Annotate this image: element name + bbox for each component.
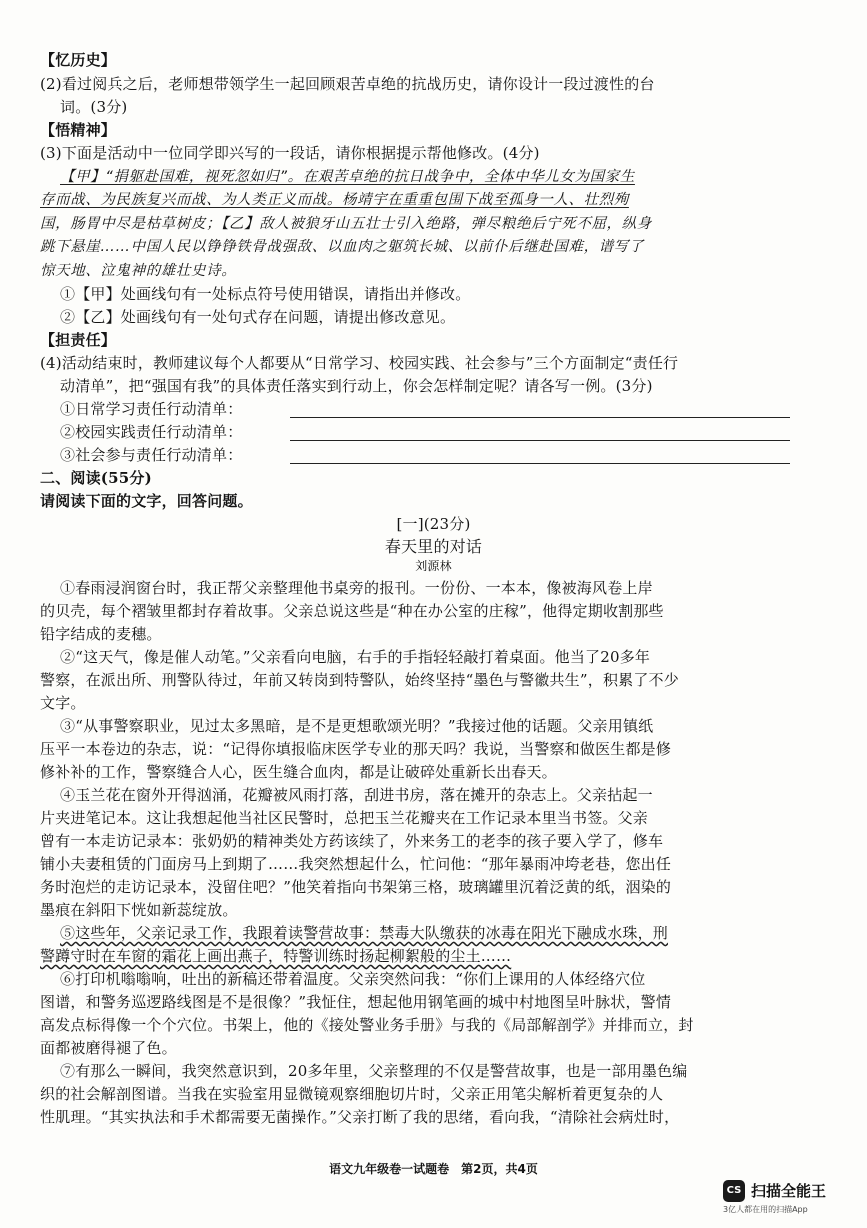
paragraph-line: 警蹲守时在车窗的霜花上画出燕子，特警训练时扬起柳絮般的尘土……: [40, 947, 512, 965]
reading-part-heading: 二、阅读(55分): [40, 469, 152, 487]
answer-blank-study[interactable]: [290, 417, 790, 418]
answer-blank-society[interactable]: [290, 463, 790, 464]
subquestion-1: ①【甲】处画线句有一处标点符号使用错误，请指出并修改。: [60, 285, 471, 303]
answer-blank-campus[interactable]: [290, 440, 790, 441]
paragraph-line: ②“这天气，像是催人动笔。”父亲看向电脑，右手的手指轻轻敲打着桌面。他当了20多年: [60, 648, 651, 666]
section-heading-spirit: 【悟精神】: [40, 121, 117, 139]
passage-line: 跳下悬崖……中国人民以铮铮铁骨战强敌、以血肉之躯筑长城、以前仆后继赴国难，谱写了: [40, 239, 644, 255]
article-title: 春天里的对话: [384, 537, 483, 556]
paragraph-line: ⑥打印机嗡嗡响，吐出的新稿还带着温度。父亲突然问我：“你们上课用的人体经络穴位: [60, 970, 646, 988]
question-4-line-2: 动清单”，把“强国有我”的具体责任落实到行动上，你会怎样制定呢？请各写一例。(3分): [60, 377, 653, 395]
paragraph-line: 压平一本卷边的杂志，说：“记得你填报临床医学专业的那天吗？我说，当警察和做医生都是修: [40, 740, 672, 758]
passage-line: 【甲】“捐躯赴国难，视死忽如归”。在艰苦卓绝的抗日战争中，全体中华儿女为国家生: [60, 169, 635, 185]
passage-line: 惊天地、泣鬼神的雄壮史诗。: [40, 263, 237, 279]
subsection-heading: [一](23分): [396, 515, 471, 533]
scanner-watermark: [723, 1178, 853, 1218]
paragraph-line: 图谱，和警务巡逻路线图是不是很像？”我怔住，想起他用钢笔画的城中村地图呈叶脉状，警情: [40, 993, 672, 1011]
question-2-line-2: 词。(3分): [60, 98, 128, 116]
paragraph-line: 面都被磨得褪了色。: [40, 1039, 177, 1057]
duty-item-study: ①日常学习责任行动清单：: [60, 400, 243, 418]
paragraph-line: 片夹进笔记本。这让我想起他当社区民警时，总把玉兰花瓣夹在工作记录本里当书签。父亲: [40, 809, 649, 827]
subquestion-2: ②【乙】处画线句有一处句式存在问题，请提出修改意见。: [60, 308, 456, 326]
article-author: 刘源林: [415, 559, 452, 573]
paragraph-line: ⑤这些年，父亲记录工作，我跟着读警营故事：禁毒大队缴获的冰毒在阳光下融成水珠，刑: [60, 924, 669, 942]
page-footer: 语文九年级卷一试题卷 第2页，共4页: [329, 1162, 538, 1176]
question-3-intro: (3)下面是活动中一位同学即兴写的一段话，请你根据提示帮他修改。(4分): [40, 144, 540, 162]
paragraph-line: 修补补的工作，警察缝合人心，医生缝合血肉，都是让破碎处重新长出春天。: [40, 763, 557, 781]
paragraph-line: ①春雨浸润窗台时，我正帮父亲整理他书桌旁的报刊。一份份、一本本，像被海风卷上岸: [60, 579, 653, 597]
paragraph-line: 铺小夫妻租赁的门面房马上到期了……我突然想起什么，忙问他：“那年暴雨冲垮老巷，您出任: [40, 855, 672, 873]
paragraph-line: 务时泡烂的走访记录本，没留住吧？”他笑着指向书架第三格，玻璃罐里沉着泛黄的纸，洇染的: [40, 878, 672, 896]
duty-item-society: ③社会参与责任行动清单：: [60, 446, 243, 464]
watermark-app-name: 扫描全能王: [751, 1182, 827, 1200]
reading-instruction: 请阅读下面的文字，回答问题。: [40, 492, 253, 510]
paragraph-line: 警察，在派出所、刑警队待过，年前又转岗到特警队，始终坚持“墨色与警徽共生”，积累了不少: [40, 671, 679, 689]
paragraph-line: 曾有一本走访记录本：张奶奶的精神类处方药该续了，外来务工的老李的孩子要入学了，修车: [40, 832, 664, 850]
paragraph-line: ⑦有那么一瞬间，我突然意识到，20多年里，父亲整理的不仅是警营故事，也是一部用墨色编: [60, 1062, 688, 1080]
duty-item-campus: ②校园实践责任行动清单：: [60, 423, 243, 441]
watermark-tagline: 3亿人都在用的扫描App: [723, 1205, 808, 1214]
paragraph-line: 铅字结成的麦穗。: [40, 625, 162, 643]
paragraph-line: ④玉兰花在窗外开得汹涌，花瓣被风雨打落，刮进书房，落在摊开的杂志上。父亲拈起一: [60, 786, 653, 804]
paragraph-line: 性肌理。“其实执法和手术都需要无菌操作。”父亲打断了我的思绪，看向我，“清除社会病灶时，: [40, 1108, 680, 1126]
question-2-line-1: (2)看过阅兵之后，老师想带领学生一起回顾艰苦卓绝的抗战历史，请你设计一段过渡性的台: [40, 75, 655, 93]
paragraph-line: 墨痕在斜阳下恍如新蕊绽放。: [40, 901, 238, 919]
section-heading-memory: 【忆历史】: [40, 51, 117, 69]
paragraph-line: 高发点标得像一个个穴位。书架上，他的《接处警业务手册》与我的《局部解剖学》并排而立，封: [40, 1016, 694, 1034]
passage-line: 存而战、为民族复兴而战、为人类正义而战。杨靖宇在重重包围下战至孤身一人、壮烈殉: [40, 192, 629, 208]
camscanner-logo-icon: CS: [723, 1180, 745, 1202]
section-heading-duty: 【担责任】: [40, 331, 117, 349]
question-4-line-1: (4)活动结束时，教师建议每个人都要从“日常学习、校园实践、社会参与”三个方面制定“责任行: [40, 354, 679, 372]
paragraph-line: 的贝壳，每个褶皱里都封存着故事。父亲总说这些是“种在办公室的庄稼”，他得定期收割那些: [40, 602, 664, 620]
paragraph-line: 文字。: [40, 694, 86, 712]
passage-line: 国，肠胃中尽是枯草树皮；【乙】敌人被狼牙山五壮士引入绝路，弹尽粮绝后宁死不屈，纵身: [40, 216, 652, 232]
paragraph-line: 织的社会解剖图谱。当我在实验室用显微镜观察细胞切片时，父亲正用笔尖解析着更复杂的人: [40, 1085, 664, 1103]
paragraph-line: ③“从事警察职业，见过太多黑暗，是不是更想歌颂光明？”我接过他的话题。父亲用镇纸: [60, 717, 654, 735]
